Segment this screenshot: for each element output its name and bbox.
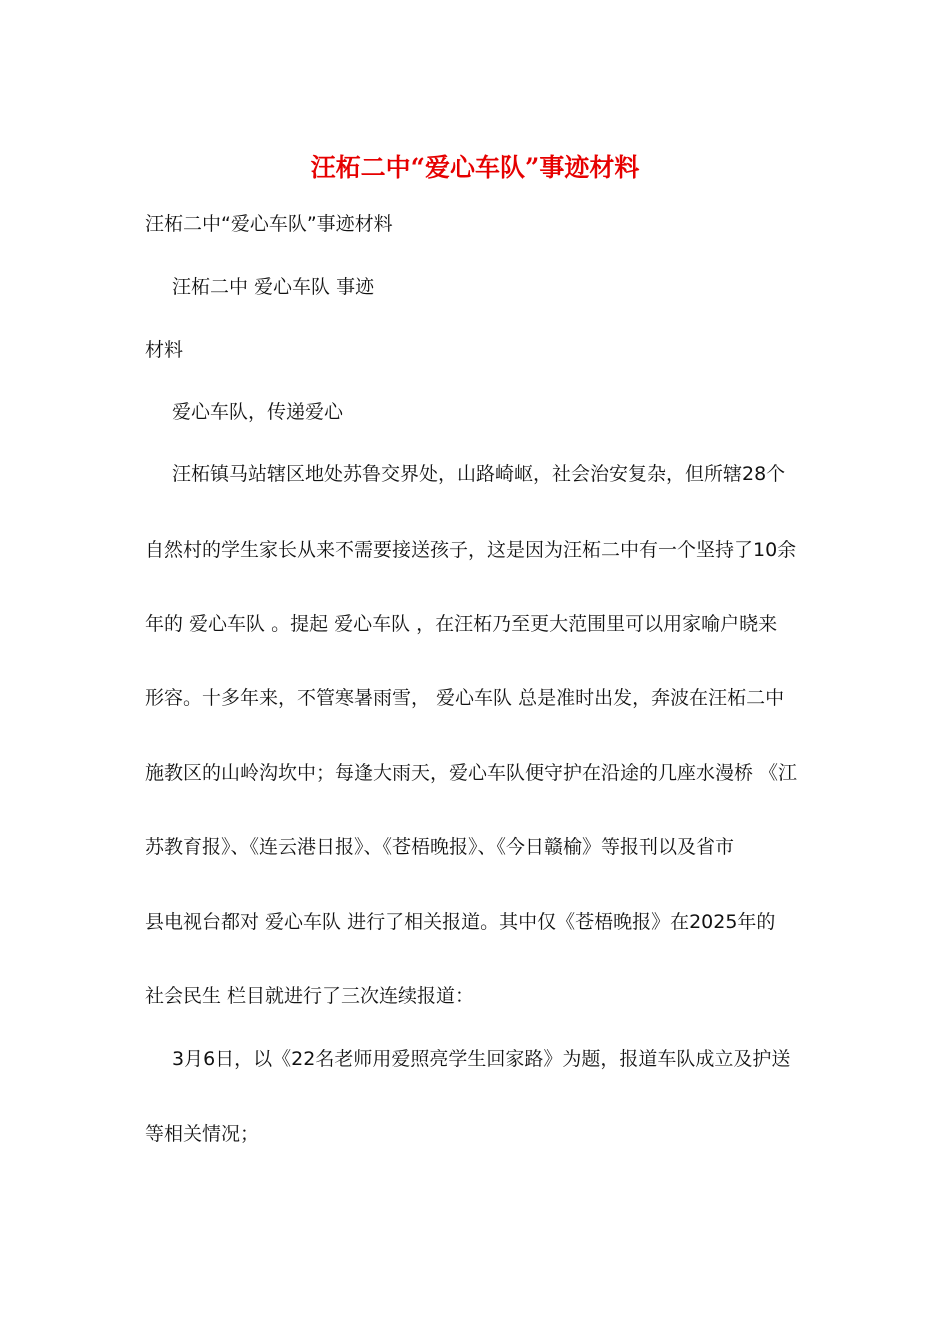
body-line: 县电视台都对 爱心车队 进行了相关报道。其中仅《苍梧晚报》在2025年的	[145, 911, 776, 933]
body-line: 3月6日，以《22名老师用爱照亮学生回家路》为题，报道车队成立及护送	[172, 1048, 791, 1070]
body-line: 施教区的山岭沟坎中；每逢大雨天，爱心车队便守护在沿途的几座水漫桥 《江	[145, 762, 798, 784]
keywords-line: 汪柘二中 爱心车队 事迹	[172, 276, 375, 298]
body-line: 苏教育报》、《连云港日报》、《苍梧晚报》、《今日赣榆》等报刊以及省市	[145, 836, 735, 858]
body-line: 等相关情况；	[145, 1123, 260, 1145]
body-line: 汪柘镇马站辖区地处苏鲁交界处，山路崎岖，社会治安复杂，但所辖28个	[172, 463, 786, 485]
body-line: 年的 爱心车队 。提起 爱心车队 ，在汪柘乃至更大范围里可以用家喻户晓来	[145, 613, 778, 635]
section-heading: 爱心车队，传递爱心	[172, 401, 344, 423]
body-line: 自然村的学生家长从来不需要接送孩子，这是因为汪柘二中有一个坚持了10余	[145, 539, 797, 561]
page-title: 汪柘二中“爱心车队”事迹材料	[310, 153, 640, 182]
subtitle-line: 汪柘二中“爱心车队”事迹材料	[145, 213, 393, 235]
keywords-continuation: 材料	[145, 339, 184, 361]
body-line: 形容。十多年来，不管寒暑雨雪， 爱心车队 总是准时出发，奔波在汪柘二中	[145, 687, 785, 709]
body-line: 社会民生 栏目就进行了三次连续报道：	[145, 985, 475, 1007]
